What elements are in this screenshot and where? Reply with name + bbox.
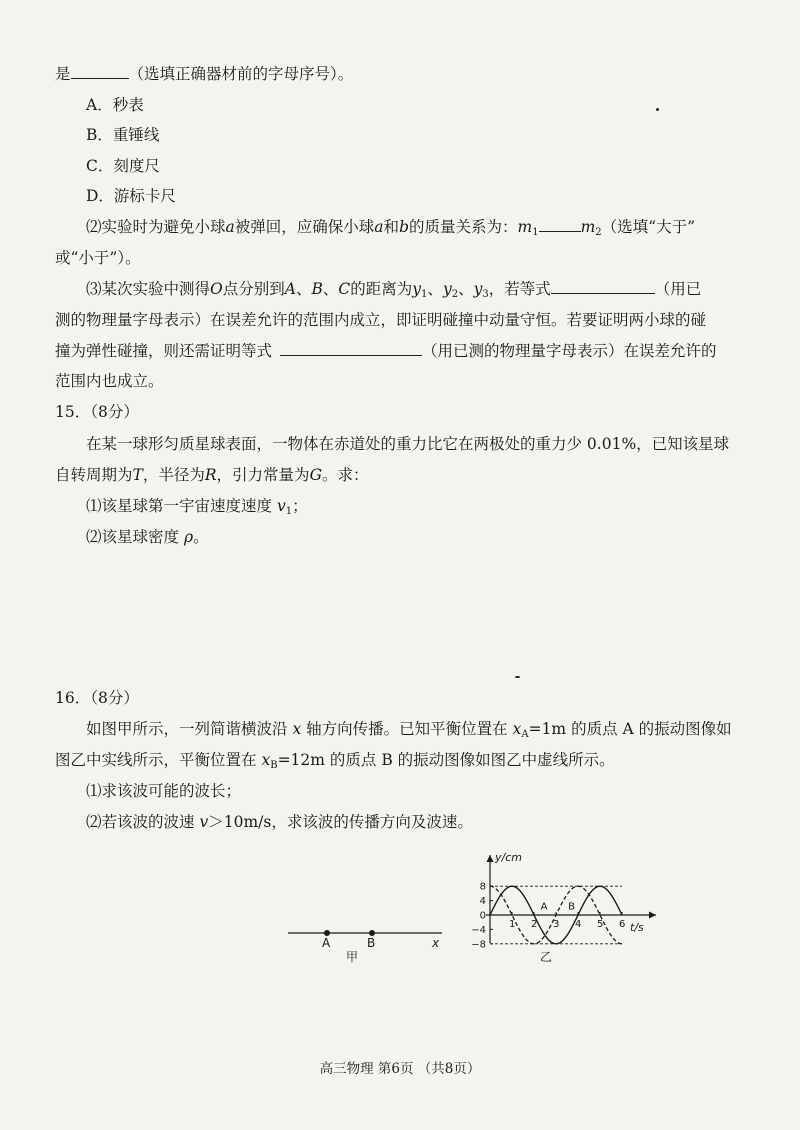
caption-jia: 甲: [346, 950, 359, 964]
q15-heading: 15．（8分）: [55, 403, 139, 421]
y-tick-label: −4: [471, 924, 486, 936]
mass-relation-blank[interactable]: [539, 217, 581, 232]
x-label: x: [432, 936, 440, 950]
t-axis-label: t/s: [630, 921, 644, 934]
q14-option-b: B．重锤线: [86, 126, 160, 144]
scan-speck: [515, 676, 520, 678]
x-tick-label: 4: [575, 919, 582, 930]
q14-option-c: C．刻度尺: [86, 157, 160, 175]
point-b-label: B: [367, 936, 376, 950]
y-tick-label: 4: [479, 896, 486, 908]
q16-line2: 图乙中实线所示，平衡位置在 $x_B=12m$ 的质点 B 的振动图像如图乙中虚线所示。: [55, 751, 615, 771]
q14-part3-line2: 测的物理量字母表示）在误差允许的范围内成立，即证明碰撞中动量守恒。若要证明两小球的碰: [55, 311, 707, 329]
q16-heading: 16．（8分）: [55, 689, 139, 707]
curve-label-a: A: [540, 901, 548, 913]
q14-part2-line1: ⑵实验时为避免小球a被弹回，应确保小球a和b的质量关系为：$m_1$ $m_2$（选填“大于”: [86, 218, 696, 238]
answer-blank[interactable]: [71, 64, 129, 79]
q14-part3-line3: 撞为弹性碰撞，则还需证明等式 （用已测的物理量字母表示）在误差允许的: [55, 342, 717, 360]
curve-label-b: B: [568, 901, 575, 913]
q16-sub1: ⑴求该波可能的波长；: [86, 782, 242, 800]
q14-option-d: D．游标卡尺: [86, 187, 176, 205]
figure-yi-chart: [460, 845, 680, 975]
y-axis-label: y/cm: [495, 851, 522, 864]
q15-line1: 在某一球形匀质星球表面，一物体在赤道处的重力比它在两极处的重力少 0.01%，已知该星球: [86, 435, 730, 453]
x-tick-label: 6: [619, 919, 626, 930]
q16-sub2: ⑵若该波的波速 v＞10m/s，求该波的传播方向及波速。: [86, 813, 473, 831]
q16-line1: 如图甲所示，一列简谐横波沿 x 轴方向传播。已知平衡位置在 $x_A=1m$ 的质点 A 的振动图像如: [86, 720, 732, 740]
q15-sub2: ⑵该星球密度 ρ。: [86, 528, 209, 546]
q14-part2-line2: 或“小于”）。: [55, 249, 141, 267]
x-tick-label: 3: [553, 919, 560, 930]
scan-speck: [656, 108, 659, 111]
momentum-equation-blank[interactable]: [551, 279, 655, 294]
caption-yi: 乙: [540, 950, 553, 964]
page-footer: 高三物理 第6页 （共8页）: [319, 1061, 481, 1077]
q14-answer-line: 是 （选填正确器材前的字母序号）。: [55, 65, 354, 83]
q14-part3-line1: ⑶某次实验中测得O点分别到A、B、C的距离为$y_1$、$y_2$、$y_3$，若等式 （用已: [86, 280, 702, 300]
q14-option-a: A．秒表: [86, 96, 144, 114]
q15-line2: 自转周期为T，半径为R，引力常量为G。求：: [55, 466, 369, 484]
x-tick-label: 2: [531, 919, 538, 930]
y-tick-label: 8: [479, 881, 486, 893]
x-tick-label: 1: [509, 919, 516, 930]
elastic-equation-blank[interactable]: [280, 341, 422, 356]
q14-part3-line4: 范围内也成立。: [55, 372, 164, 390]
y-tick-label: 0: [479, 910, 486, 922]
y-tick-label: −8: [471, 939, 486, 951]
figure-jia: [280, 915, 455, 970]
point-a-label: A: [322, 936, 331, 950]
x-tick-label: 5: [597, 919, 604, 930]
q15-sub1: ⑴该星球第一宇宙速度速度 $v_1$；: [86, 497, 308, 517]
